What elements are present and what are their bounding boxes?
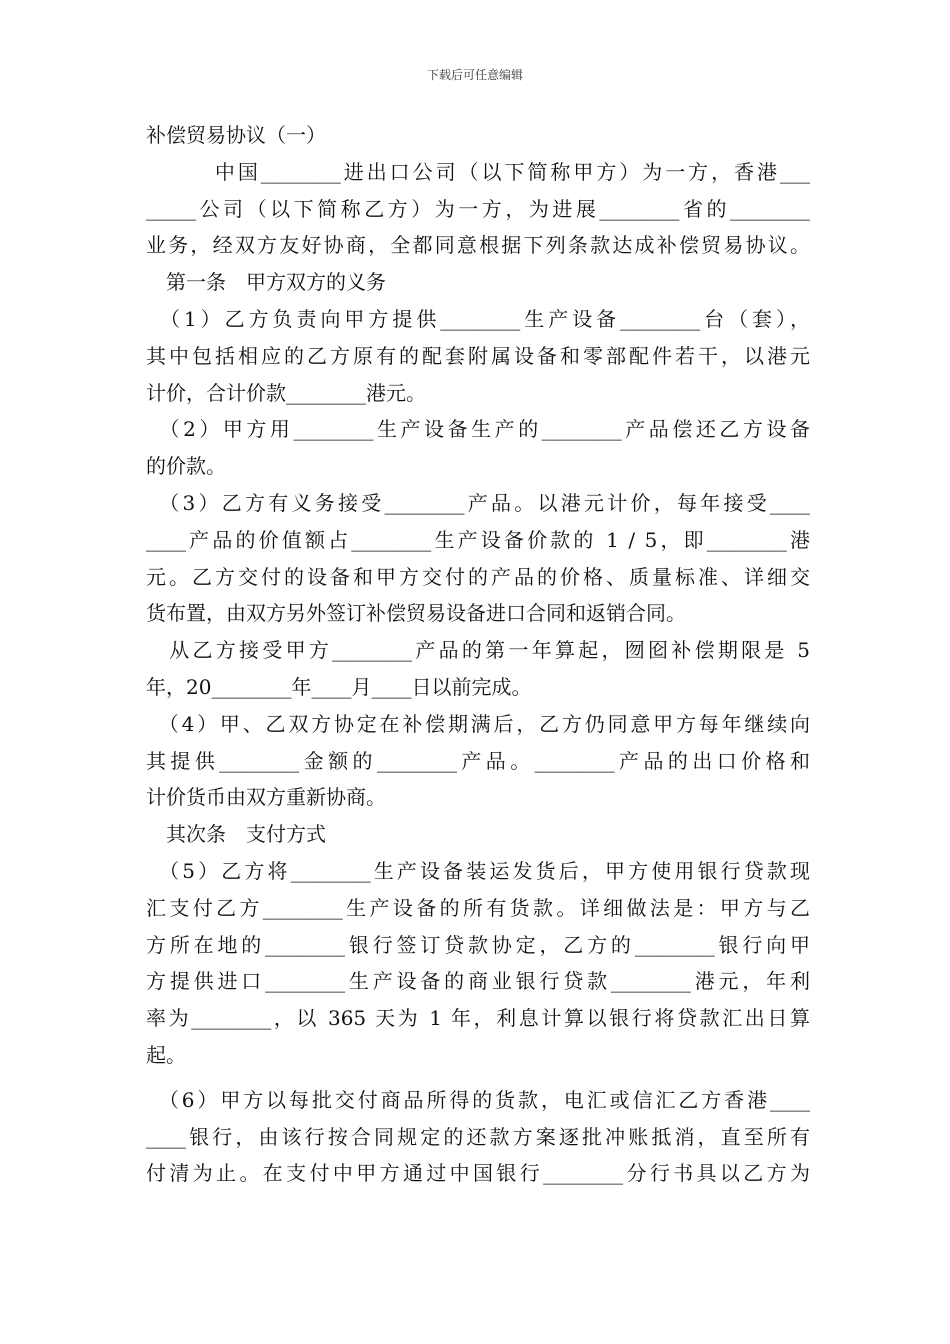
text-line: （6）甲方以每批交付商品所得的货款，电汇或信汇乙方香港____ <box>146 1087 810 1112</box>
page-header: 下载后可任意编辑 <box>426 68 523 82</box>
text-line: 其中包括相应的乙方原有的配套附属设备和零部配件若干，以港元 <box>146 343 810 368</box>
text-line: _____公司（以下简称乙方）为一方，为进展________省的________ <box>146 196 810 221</box>
text-line: 计价，合计价款________港元。 <box>146 380 426 405</box>
text-line: 货布置，由双方另外签订补偿贸易设备进口合同和返销合同。 <box>146 601 686 626</box>
text-line: （3）乙方有义务接受________产品。以港元计价，每年接受____ <box>146 490 810 515</box>
text-line: 方所在地的________银行签订贷款协定，乙方的________银行向甲 <box>146 932 810 957</box>
text-line: 起。 <box>146 1042 186 1067</box>
section-heading: 第一条 甲方双方的义务 <box>146 270 386 295</box>
text-line: 元。乙方交付的设备和甲方交付的产品的价格、质量标准、详细交 <box>146 564 810 589</box>
section-heading: 其次条 支付方式 <box>146 822 326 847</box>
text-line: （1）乙方负责向甲方提供________生产设备________台（套）， <box>146 306 810 331</box>
text-line: 汇支付乙方________生产设备的所有货款。详细做法是：甲方与乙 <box>146 895 810 920</box>
text-line: 从乙方接受甲方________产品的第一年算起，囫囵补偿期限是 5 <box>146 638 810 663</box>
text-line: ____产品的价值额占________生产设备价款的 1 / 5，即________港 <box>146 527 810 552</box>
text-line: 业务，经双方友好协商，全都同意根据下列条款达成补偿贸易协议。 <box>146 233 810 258</box>
text-line: 年，20________年____月____日以前完成。 <box>146 674 532 699</box>
document-title: 补偿贸易协议（一） <box>146 123 326 147</box>
text-line: （4）甲、乙双方协定在补偿期满后，乙方仍同意甲方每年继续向 <box>146 711 810 736</box>
text-line: 计价货币由双方重新协商。 <box>146 785 386 810</box>
text-line: （5）乙方将________生产设备装运发货后，甲方使用银行贷款现 <box>146 858 810 883</box>
text-line: 的价款。 <box>146 454 226 479</box>
document-body <box>146 117 810 1192</box>
text-line: （2）甲方用________生产设备生产的________产品偿还乙方设备 <box>146 417 810 442</box>
text-line: 方提供进口________生产设备的商业银行贷款________港元，年利 <box>146 969 810 994</box>
paragraph-gap <box>146 1074 810 1082</box>
text-line: 中国________进出口公司（以下简称甲方）为一方，香港___ <box>146 159 810 184</box>
text-line: ____银行，由该行按合同规定的还款方案逐批冲账抵消，直至所有 <box>146 1124 810 1149</box>
text-line: 率为________，以 365 天为 1 年，利息计算以银行将贷款汇出日算 <box>146 1006 810 1031</box>
text-line: 付清为止。在支付中甲方通过中国银行________分行书具以乙方为 <box>146 1161 810 1186</box>
text-line: 其提供________金额的________产品。________产品的出口价格和 <box>146 748 810 773</box>
